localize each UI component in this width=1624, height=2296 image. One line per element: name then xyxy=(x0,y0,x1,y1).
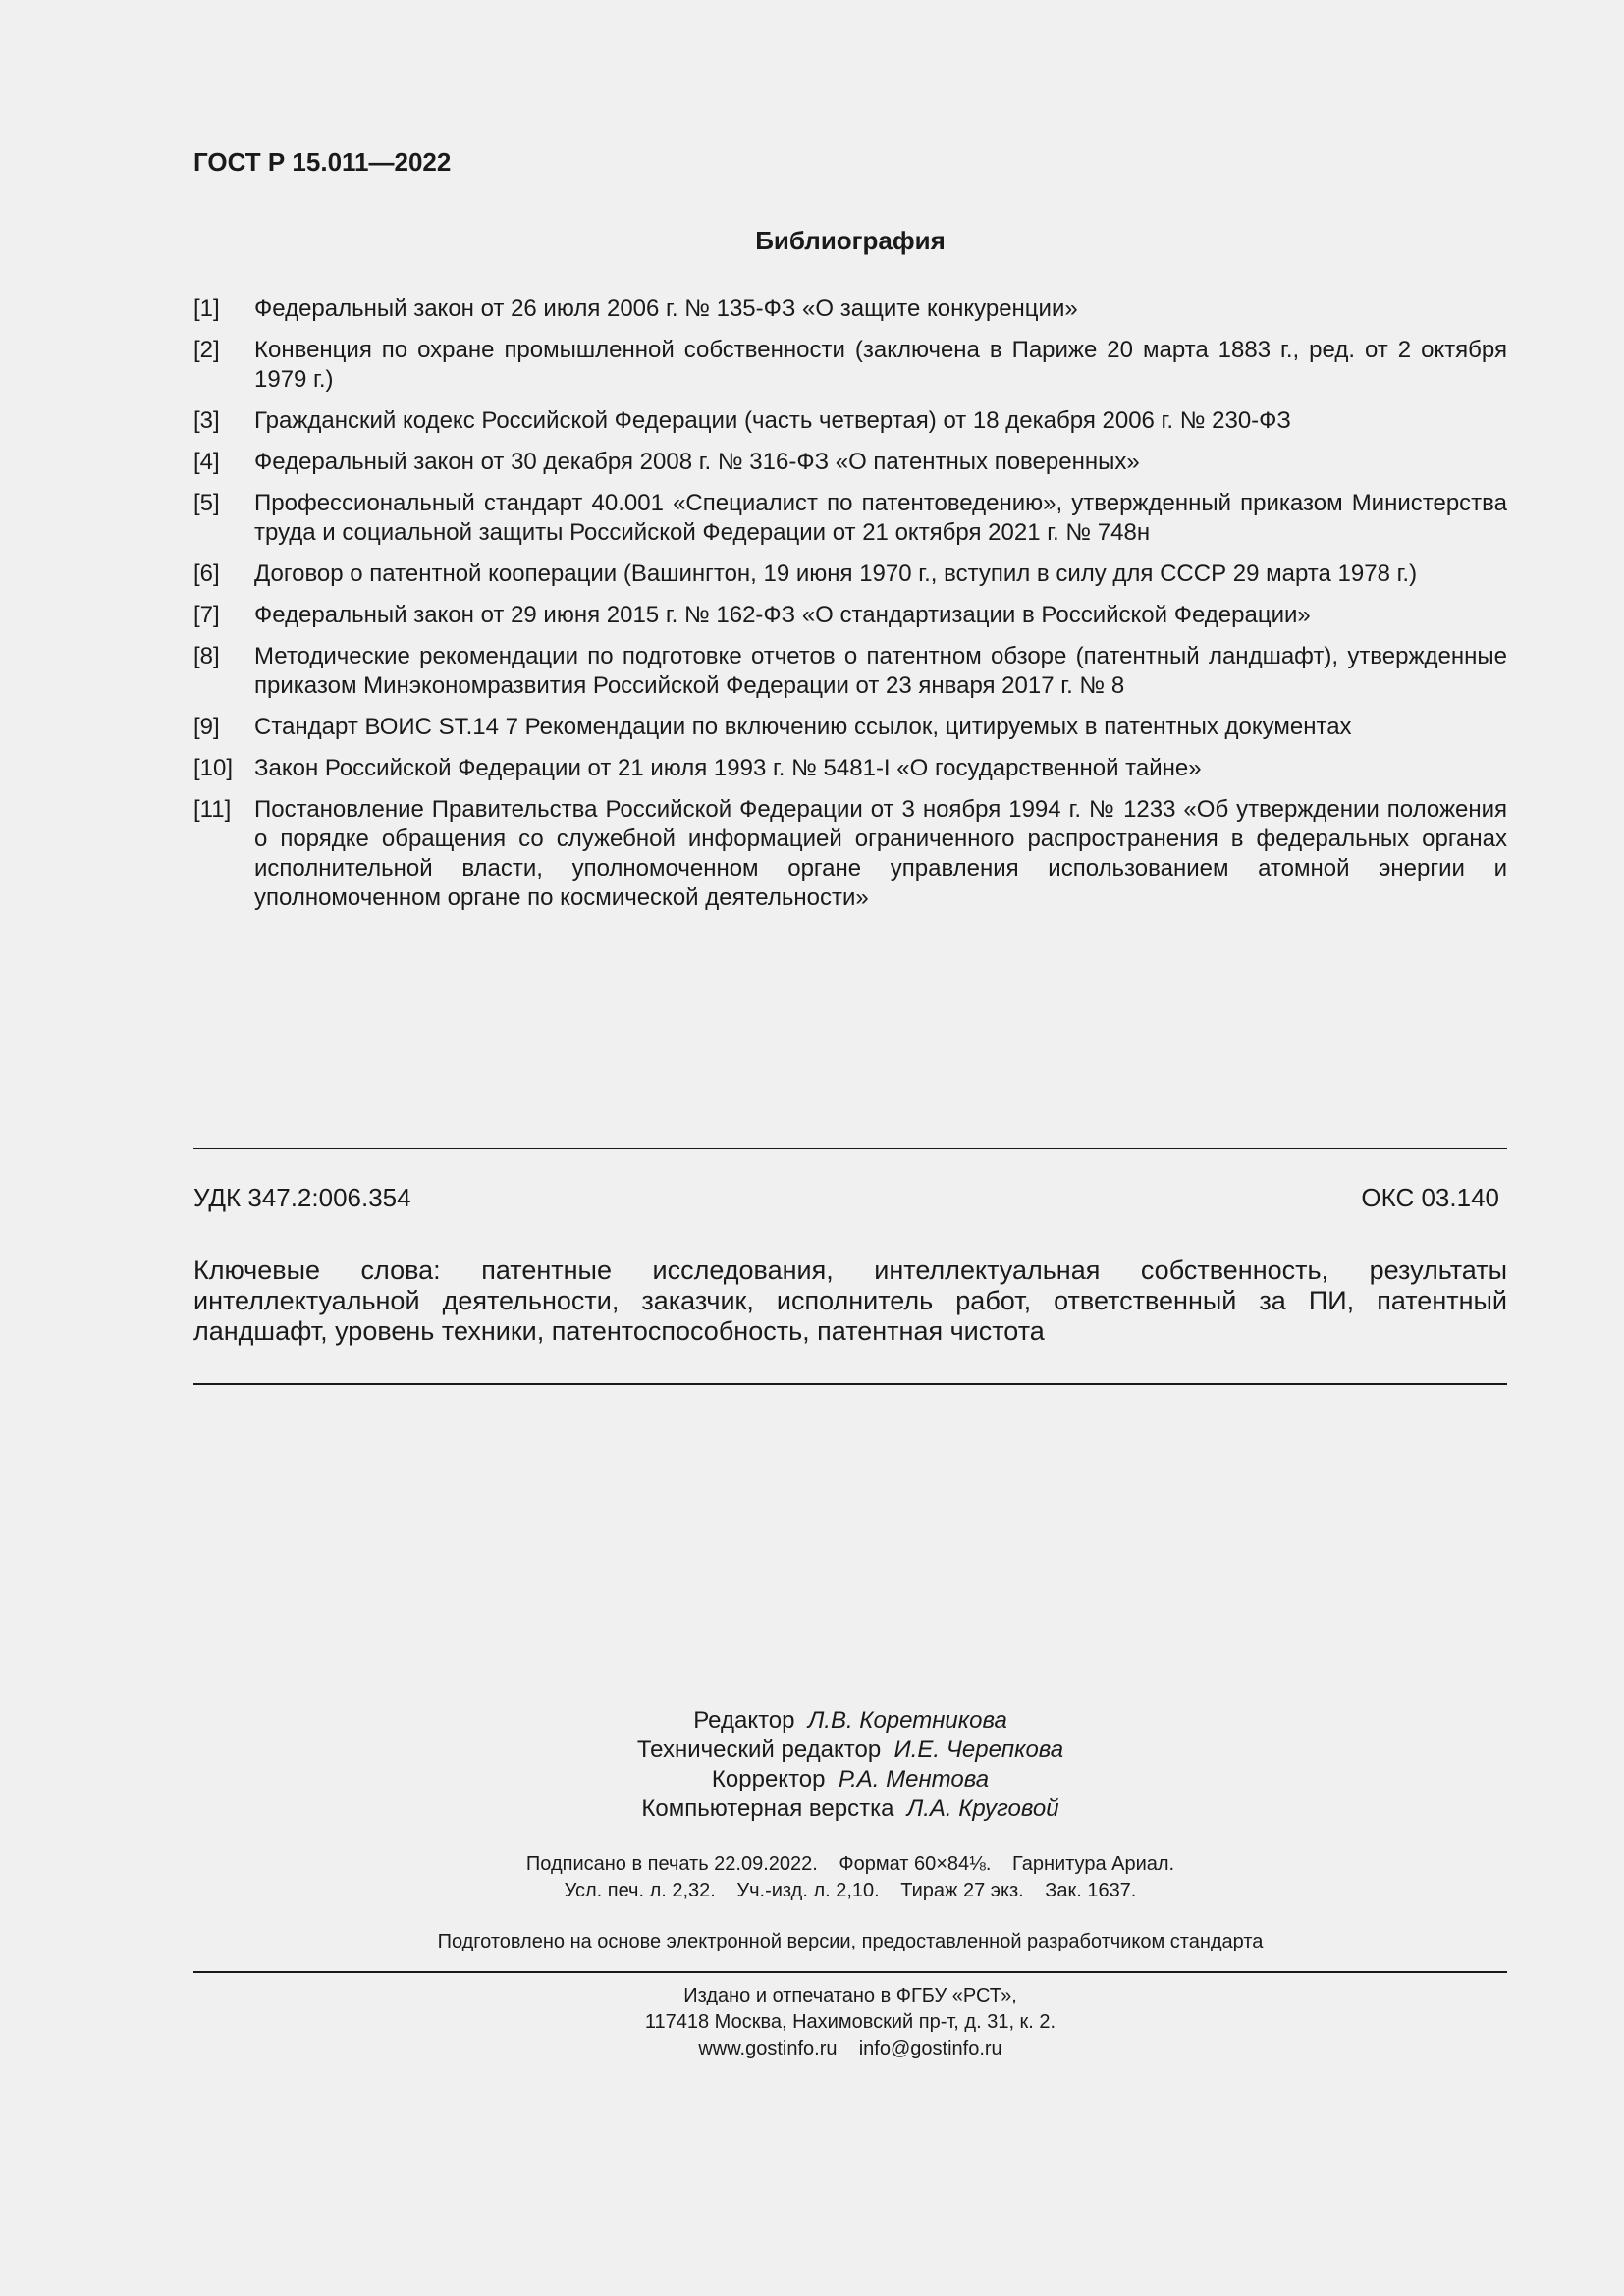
bibliography-item-number: [7] xyxy=(193,602,220,628)
credit-person: Р.А. Ментова xyxy=(838,1766,990,1792)
bibliography-item xyxy=(193,754,1507,783)
bibliography-item-text: Профессиональный стандарт 40.001 «Специалист по патентоведению», утвержденный приказом Министерства труда и социальной защиты Российской Федерации от 21 октября 2021 г. № 748н xyxy=(254,490,1507,546)
bibliography-item-number: [8] xyxy=(193,643,220,669)
bibliography-item xyxy=(193,489,1507,548)
bibliography-item-text: Постановление Правительства Российской Федерации от 3 ноября 1994 г. № 1233 «Об утверждении положения о порядке обращения со служебной информацией ограниченного распространения в федеральных органах исполнительной власти, уполномоченном органе управления использованием атомной энергии и уполномоченном органе по космической деятельности» xyxy=(254,796,1507,911)
bibliography-item-number: [10] xyxy=(193,755,234,781)
bibliography-item-number: [4] xyxy=(193,449,220,475)
print-info-line-2 xyxy=(193,1878,1507,1904)
credit-role: Корректор xyxy=(711,1766,826,1792)
credit-person: Л.А. Круговой xyxy=(906,1795,1059,1822)
credit-person: Л.В. Коретникова xyxy=(807,1707,1007,1734)
bibliography-item xyxy=(193,601,1507,630)
credit-person: И.Е. Черепкова xyxy=(893,1736,1064,1763)
credit-line xyxy=(193,1765,1507,1794)
bibliography-item-number: [2] xyxy=(193,337,220,363)
bibliography-item xyxy=(193,294,1507,324)
bibliography-item xyxy=(193,713,1507,742)
standard-id: ГОСТ Р 15.011—2022 xyxy=(193,147,452,177)
bibliography-item-text: Договор о патентной кооперации (Вашингтон, 19 июня 1970 г., вступил в силу для СССР 29 марта 1978 г.) xyxy=(254,561,1418,587)
publisher-website[interactable]: www.gostinfo.ru xyxy=(698,2038,838,2059)
usl-pech: Усл. печ. л. 2,32. xyxy=(564,1880,716,1901)
publisher-address: 117418 Москва, Нахимовский пр-т, д. 31, к. 2. xyxy=(644,2011,1056,2033)
bibliography-list xyxy=(193,294,1507,925)
bibliography-item xyxy=(193,795,1507,913)
classification-row xyxy=(193,1183,1499,1213)
credit-role: Технический редактор xyxy=(636,1736,882,1763)
bibliography-item-text: Стандарт ВОИС ST.14 7 Рекомендации по включению ссылок, цитируемых в патентных документах xyxy=(254,714,1352,740)
signed-date: Подписано в печать 22.09.2022. xyxy=(525,1853,818,1875)
bibliography-item xyxy=(193,336,1507,395)
publisher-email[interactable]: info@gostinfo.ru xyxy=(858,2038,1002,2059)
credit-role: Редактор xyxy=(693,1707,795,1734)
print-format: Формат 60×84⅛. xyxy=(839,1853,992,1875)
oks-code: ОКС 03.140 xyxy=(1361,1183,1499,1212)
udk-code: УДК 347.2:006.354 xyxy=(193,1183,411,1212)
bibliography-item-text: Федеральный закон от 26 июля 2006 г. № 135-ФЗ «О защите конкуренции» xyxy=(254,295,1078,322)
bibliography-item-number: [5] xyxy=(193,490,220,516)
bibliography-item xyxy=(193,406,1507,436)
credit-line xyxy=(193,1706,1507,1735)
credit-role: Компьютерная верстка xyxy=(641,1795,894,1822)
uch-izd: Уч.-изд. л. 2,10. xyxy=(736,1880,880,1901)
prepared-note: Подготовлено на основе электронной версии, предоставленной разработчиком стандарта xyxy=(437,1931,1264,1952)
credit-line xyxy=(193,1794,1507,1824)
publisher-contacts xyxy=(193,2036,1507,2062)
publisher-name: Издано и отпечатано в ФГБУ «РСТ», xyxy=(683,1985,1017,2006)
typeface: Гарнитура Ариал. xyxy=(1011,1853,1175,1875)
bibliography-item-number: [3] xyxy=(193,407,220,434)
bibliography-item-text: Федеральный закон от 29 июня 2015 г. № 162-ФЗ «О стандартизации в Российской Федерации» xyxy=(254,602,1311,628)
print-info-line-1 xyxy=(193,1851,1507,1878)
divider-keywords xyxy=(193,1383,1507,1385)
divider-top xyxy=(193,1148,1507,1149)
bibliography-item-number: [11] xyxy=(193,796,232,823)
bibliography-item-text: Федеральный закон от 30 декабря 2008 г. № 316-ФЗ «О патентных поверенных» xyxy=(254,449,1140,475)
bibliography-item-text: Конвенция по охране промышленной собственности (заключена в Париже 20 марта 1883 г., ред. от 2 октября 1979 г.) xyxy=(254,337,1507,393)
divider-bottom xyxy=(193,1971,1507,1973)
publisher-block xyxy=(193,1983,1507,2062)
bibliography-item xyxy=(193,642,1507,701)
bibliography-item-text: Методические рекомендации по подготовке отчетов о патентном обзоре (патентный ландшафт), утвержденные приказом Минэкономразвития Российской Федерации от 23 января 2017 г. № 8 xyxy=(254,643,1507,699)
bibliography-item-number: [6] xyxy=(193,561,220,587)
bibliography-item-number: [9] xyxy=(193,714,220,740)
bibliography-title: Библиография xyxy=(755,226,946,255)
bibliography-item-text: Закон Российской Федерации от 21 июля 1993 г. № 5481-I «О государственной тайне» xyxy=(254,755,1202,781)
bibliography-item-text: Гражданский кодекс Российской Федерации (часть четвертая) от 18 декабря 2006 г. № 230-ФЗ xyxy=(254,407,1291,434)
credit-line xyxy=(193,1735,1507,1765)
print-info xyxy=(193,1851,1507,1904)
order-number: Зак. 1637. xyxy=(1045,1880,1137,1901)
keywords: Ключевые слова: патентные исследования, интеллектуальная собственность, результаты интеллектуальной деятельности, заказчик, исполнитель работ, ответственный за ПИ, патентный ландшафт, уровень техники, патентоспособность, патентная чистота xyxy=(193,1255,1507,1346)
bibliography-item xyxy=(193,560,1507,589)
credits-block xyxy=(193,1706,1507,1824)
print-run: Тираж 27 экз. xyxy=(900,1880,1024,1901)
bibliography-item-number: [1] xyxy=(193,295,220,322)
bibliography-item xyxy=(193,448,1507,477)
